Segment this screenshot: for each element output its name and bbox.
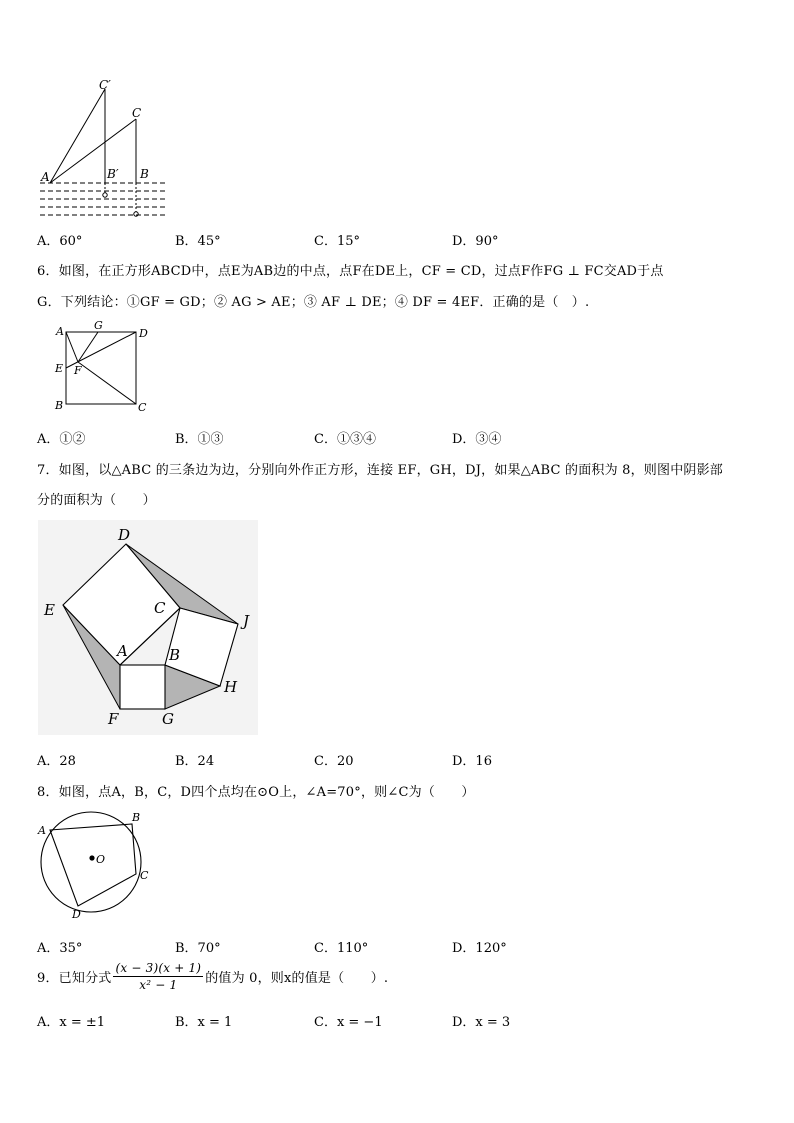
q5-option-b[interactable]: B．45° (175, 234, 221, 249)
q6-label-e: E (55, 362, 64, 375)
q8-text-line1: 8．如图，点A，B，C，D四个点均在⊙O上，∠A=70°，则∠C为（ ） (37, 785, 475, 800)
q9-numerator: (x − 3)(x + 1) (115, 961, 202, 975)
q7-label-h: H (224, 678, 238, 696)
q7-label-a: A (117, 642, 128, 660)
q5-option-d[interactable]: D．90° (452, 234, 499, 249)
q6-option-c[interactable]: C．①③④ (314, 432, 376, 447)
q8-option-d[interactable]: D．120° (452, 941, 507, 956)
q5-label-b: B (140, 167, 149, 181)
q8-option-c[interactable]: C．110° (314, 941, 369, 956)
q9-fraction (113, 961, 203, 992)
q7-label-b: B (169, 646, 181, 664)
q7-option-a[interactable]: A．28 (37, 754, 76, 769)
q9-denominator: x² − 1 (139, 978, 178, 992)
q9-option-d[interactable]: D．x = 3 (452, 1015, 511, 1030)
q8-option-a[interactable]: A．35° (37, 941, 83, 956)
q9-option-b[interactable]: B．x = 1 (175, 1015, 233, 1030)
q6-label-d: D (139, 327, 148, 340)
q8-label-a: A (38, 824, 46, 837)
q5-label-b-prime: B′ (107, 167, 119, 181)
q9-option-c[interactable]: C．x = −1 (314, 1015, 383, 1030)
q7-label-j: J (243, 612, 250, 630)
q7-option-b[interactable]: B．24 (175, 754, 215, 769)
q6-label-b: B (55, 399, 64, 412)
q9-option-a[interactable]: A．x = ±1 (37, 1015, 106, 1030)
q7-label-g: G (162, 710, 174, 728)
q7-option-c[interactable]: C．20 (314, 754, 354, 769)
q9-suffix: 的值为 0，则x的值是（ ）. (205, 971, 389, 986)
q6-option-d[interactable]: D．③④ (452, 432, 502, 447)
q7-label-c: C (154, 599, 166, 617)
q6-label-a: A (56, 325, 64, 338)
q5-label-c-prime: C′ (99, 78, 111, 92)
q9-text (37, 961, 388, 992)
q6-text-line2: G．下列结论：①GF = GD；② AG > AE；③ AF ⊥ DE；④ DF = 4EF．正确的是（ ）. (37, 295, 590, 310)
q7-label-f: F (108, 710, 119, 728)
q5-option-c[interactable]: C．15° (314, 234, 360, 249)
q7-label-e: E (44, 601, 55, 619)
q6-text-line1: 6．如图，在正方形ABCD中，点E为AB边的中点，点F在DE上，CF = CD，过点F作FG ⊥ FC交AD于点 (37, 264, 664, 279)
q6-label-g: G (94, 319, 103, 332)
q5-label-a: A (41, 170, 50, 184)
q8-label-b: B (132, 811, 141, 824)
q6-figure (50, 318, 160, 418)
q8-figure (36, 808, 156, 923)
q6-option-a[interactable]: A．①② (37, 432, 86, 447)
q8-label-c: C (140, 869, 149, 882)
q6-label-c: C (138, 401, 147, 414)
q7-label-d: D (118, 526, 131, 544)
q6-label-f: F (74, 364, 82, 377)
q5-figure (36, 72, 176, 222)
q7-option-d[interactable]: D．16 (452, 754, 492, 769)
q8-label-o: O (96, 853, 106, 866)
q6-option-b[interactable]: B．①③ (175, 432, 224, 447)
q7-text-line2: 分的面积为（ ） (37, 493, 156, 508)
q5-label-c: C (132, 106, 142, 120)
q8-label-d: D (72, 908, 81, 921)
q5-option-a[interactable]: A．60° (37, 234, 83, 249)
q7-figure (38, 520, 258, 735)
q8-option-b[interactable]: B．70° (175, 941, 221, 956)
q7-text-line1: 7．如图，以△ABC 的三条边为边，分别向外作正方形，连接 EF，GH，DJ，如果△ABC 的面积为 8，则图中阴影部 (37, 463, 723, 478)
q9-prefix: 9．已知分式 (37, 971, 112, 986)
